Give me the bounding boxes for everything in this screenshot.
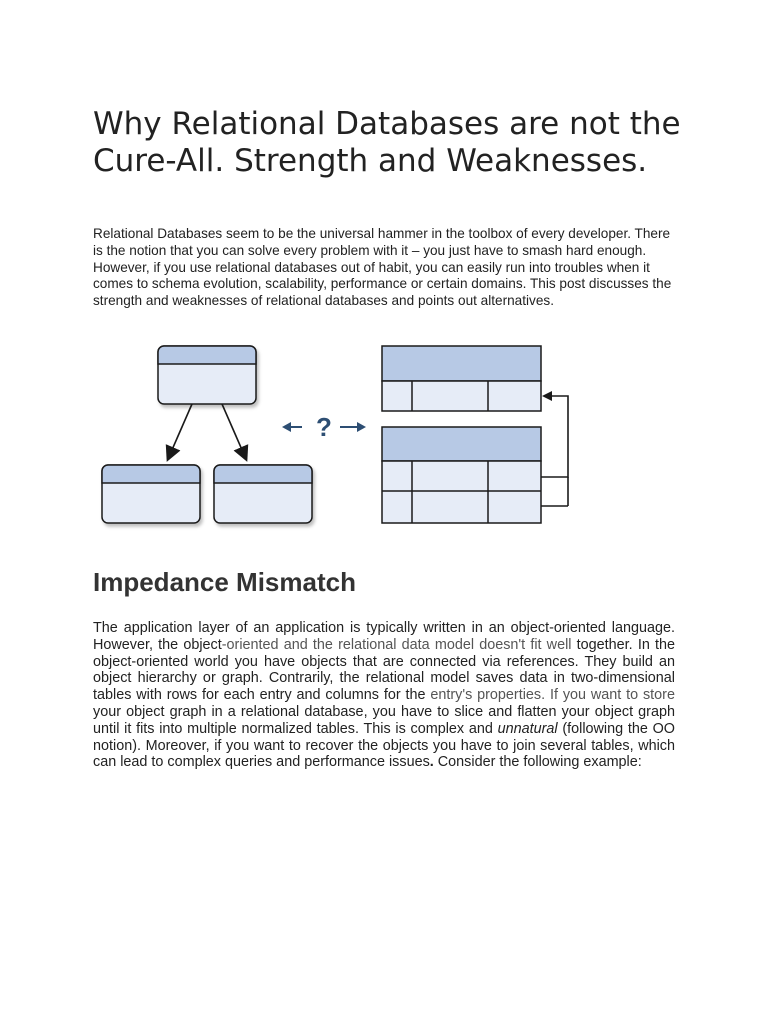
body-text-period: .	[429, 754, 434, 771]
reference-arrow-right	[222, 404, 246, 459]
article-title: Why Relational Databases are not the Cure-All. Strength and Weaknesses.	[93, 106, 681, 179]
body-text-emphasis: unnatural	[497, 720, 558, 737]
relational-table-bottom	[382, 427, 541, 523]
body-text-3: together. In the object-oriented world you have objects that are connected via references. They build an object hierarchy or graph. Contrarily, the relational model saves data in two-dimensional tables with rows for each entry and columns for the	[93, 636, 676, 704]
body-text-2: -oriented and the relational data model doesn't fit well	[221, 636, 572, 653]
object-vs-relational-diagram	[95, 340, 575, 532]
intro-paragraph: Relational Databases seem to be the universal hammer in the toolbox of every developer. There is the notion that you can solve every problem with it – you just have to smash hard enough. However, if you use relational databases out of habit, you can easily run into troubles when it comes to schema evolution, scalability, performance or certain domains. This post discusses the strength and weaknesses of relational databases and points out alternatives.	[93, 226, 672, 309]
body-text-5: your object graph in a relational database, you have to slice and flatten your object graph until it fits into multiple normalized tables. This is complex and	[93, 703, 675, 737]
parent-object-box	[158, 346, 256, 404]
child-object-box-left	[102, 465, 200, 523]
body-text-7: (following the OO notion). Moreover, if you want to recover the objects you have to join several tables, which can lead to complex queries and performance issues	[93, 720, 676, 771]
body-text-4: entry's properties. If you want to store	[430, 687, 675, 704]
section-heading: Impedance Mismatch	[93, 567, 356, 597]
foreign-key-connector	[541, 391, 568, 506]
body-text-9: Consider the following example:	[433, 754, 642, 771]
relational-table-top	[382, 346, 541, 411]
body-text-1: The application layer of an application is typically written in an object-oriented language. However, the object	[93, 620, 675, 653]
child-object-box-right	[214, 465, 312, 523]
body-paragraph	[93, 620, 675, 771]
question-mark: ?	[316, 412, 332, 442]
reference-arrow-left	[168, 404, 192, 459]
